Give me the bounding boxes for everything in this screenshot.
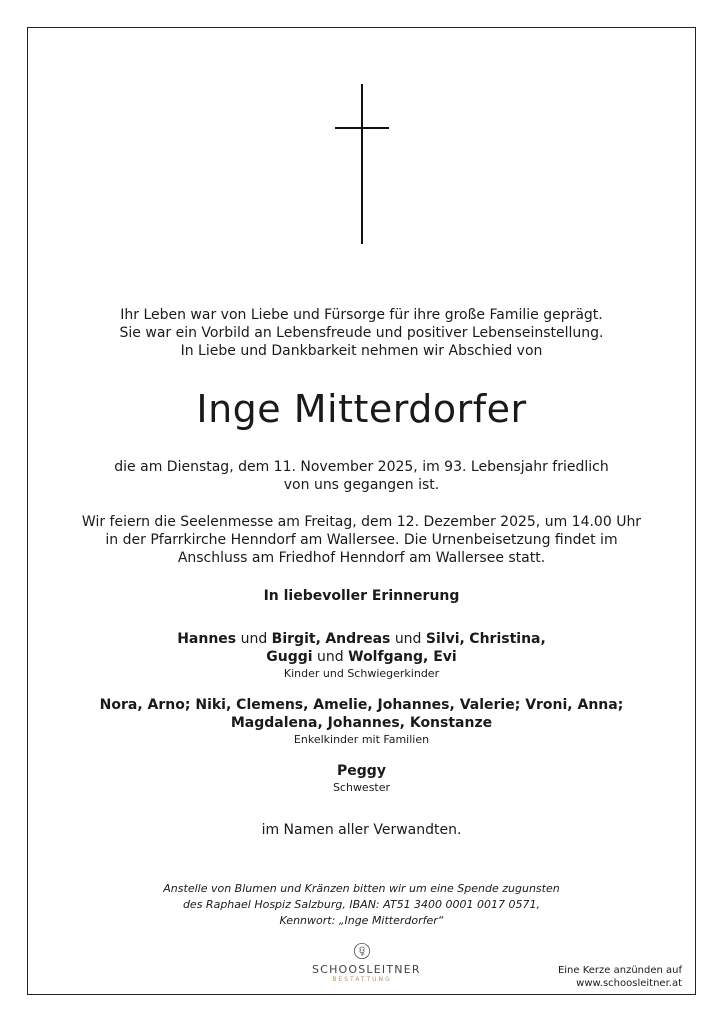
connector: und [240,631,268,647]
child-name: Hannes [177,631,237,647]
funeral-home-logo [312,942,421,984]
child-name: Andreas [325,631,391,647]
logo-name: SCHOOSLEITNER [312,963,421,976]
sister-relation: Schwester [332,781,391,794]
cross-icon [361,84,363,244]
donation-line: Anstelle von Blumen und Kränzen bitten wir um eine Spende zugunsten [163,882,560,895]
cross-icon-crossbar [335,127,389,129]
donation-line: des Raphael Hospiz Salzburg, IBAN: AT51 3400 0001 0017 0571, [182,898,541,911]
sister-name: Peggy [337,763,386,779]
child-name: Silvi [425,631,460,647]
child-name: Guggi [266,649,313,665]
candle-link[interactable] [558,964,682,990]
deceased-name: Inge Mitterdorfer [196,387,527,431]
grandchildren-line: Nora, Arno; Niki, Clemens, Amelie, Johannes, Valerie; Vroni, Anna; [99,697,624,713]
service-line: in der Pfarrkirche Henndorf am Wallersee. Die Urnenbeisetzung findet im [105,532,618,548]
connector: und [317,649,344,665]
service-line: Wir feiern die Seelenmesse am Freitag, dem 12. Dezember 2025, um 14.00 Uhr [81,514,642,530]
child-name: Wolfgang, Evi [348,649,457,665]
children-group [27,630,696,681]
donation-text [27,881,696,929]
passing-line: von uns gegangen ist. [283,477,440,493]
closing-text: im Namen aller Verwandten. [261,822,462,838]
intro-line: Ihr Leben war von Liebe und Fürsorge für ihre große Familie geprägt. [120,307,603,323]
memory-heading: In liebevoller Erinnerung [263,588,460,604]
intro-line: In Liebe und Dankbarkeit nehmen wir Abschied von [180,343,543,359]
grandchildren-relation: Enkelkinder mit Familien [293,733,430,746]
logo-subtitle: BESTATTUNG [332,976,392,983]
donation-line: Kennwort: „Inge Mitterdorfer“ [279,914,444,927]
passing-line: die am Dienstag, dem 11. November 2025, im 93. Lebensjahr friedlich [114,459,609,475]
service-text [27,513,696,567]
candle-text: Eine Kerze anzünden auf [557,965,682,976]
child-name: Christina, [469,631,546,647]
grandchildren-group [27,696,696,747]
rose-icon [353,942,371,960]
candle-url[interactable]: www.schoosleitner.at [576,978,682,989]
intro-text [27,306,696,360]
intro-line: Sie war ein Vorbild an Lebensfreude und positiver Lebenseinstellung. [119,325,604,341]
connector: und [394,631,422,647]
children-relation: Kinder und Schwiegerkinder [283,667,440,680]
children-line-1: Hannes und Birgit, Andreas und Silvi, Christina, [177,631,546,647]
sister-group [27,762,696,795]
passing-text [27,458,696,494]
children-line-2 [27,648,696,666]
service-line: Anschluss am Friedhof Henndorf am Wallersee statt. [177,550,546,566]
grandchildren-line: Magdalena, Johannes, Konstanze [230,715,493,731]
child-name: Birgit [271,631,316,647]
